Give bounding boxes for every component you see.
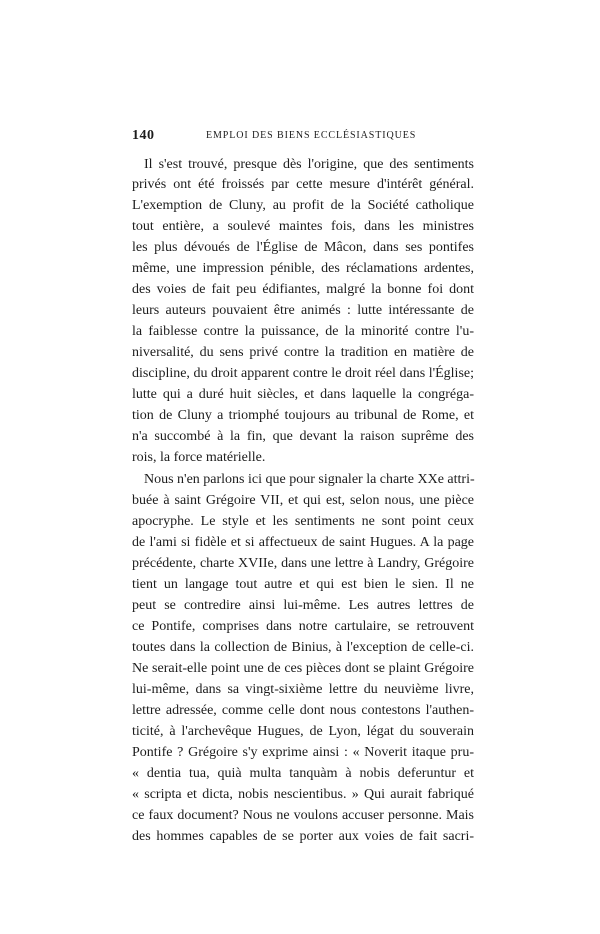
text-line: Pontife ? Grégoire s'y exprime ainsi : « Noverit itaque pru- — [132, 745, 474, 760]
text-line: apocryphe. Le style et les sentiments ne sont point ceux — [132, 514, 474, 529]
text-line: tion de Cluny a triomphé toujours au tribunal de Rome, et — [132, 408, 474, 423]
text-line: privés ont été froissés par cette mesure d'intérêt général. — [132, 177, 474, 192]
text-line: n'a succombé à la fin, que devant la raison suprême des — [132, 429, 474, 444]
text-line: lui-même, dans sa vingt-sixième lettre du neuvième livre, — [132, 682, 474, 697]
text-line: leurs auteurs pouvaient être animés : lutte intéressante de — [132, 303, 474, 318]
running-title: EMPLOI DES BIENS ECCLÉSIASTIQUES — [206, 130, 417, 141]
text-line: Ne serait-elle point une de ces pièces dont se plaint Grégoire — [132, 661, 474, 676]
text-line: L'exemption de Cluny, au profit de la Société catholique — [132, 198, 474, 213]
page-number: 140 — [132, 128, 155, 143]
text-line: tout entière, a soulevé maintes fois, dans les ministres — [132, 219, 474, 234]
text-line: des voies de fait peu édifiantes, malgré la bonne foi dont — [132, 282, 474, 297]
text-line: la faiblesse contre la puissance, de la minorité contre l'u- — [132, 324, 474, 339]
text-line: précédente, charte XVIIe, dans une lettre à Landry, Grégoire — [132, 556, 474, 571]
text-line: « scripta et dicta, nobis nescientibus. » Qui aurait fabriqué — [132, 787, 474, 802]
text-line: rois, la force matérielle. — [132, 450, 266, 465]
text-line: les plus dévoués de l'Église de Mâcon, dans ses pontifes — [132, 240, 474, 255]
text-line: Nous n'en parlons ici que pour signaler la charte XXe attri- — [144, 472, 475, 487]
text-line: ce Pontife, comprises dans notre cartulaire, se retrouvent — [132, 619, 474, 634]
text-line: peut se contredire ainsi lui-même. Les autres lettres de — [132, 598, 474, 613]
text-line: toutes dans la collection de Binius, à l'exception de celle-ci. — [132, 640, 474, 655]
text-line: ticité, à l'archevêque Hugues, de Lyon, légat du souverain — [132, 724, 474, 739]
text-line: lettre adressée, comme celle dont nous contestons l'authen- — [132, 703, 474, 718]
text-line: des hommes capables de se porter aux voies de fait sacri- — [132, 829, 474, 844]
text-line: niversalité, du sens privé contre la tradition en matière de — [132, 345, 474, 360]
text-line: lutte qui a duré huit siècles, et dans laquelle la congréga- — [132, 387, 474, 402]
text-line: ce faux document? Nous ne voulons accuser personne. Mais — [132, 808, 474, 823]
text-line: même, une impression pénible, des réclamations ardentes, — [132, 261, 474, 276]
text-line: de l'ami si fidèle et si affectueux de saint Hugues. A la page — [132, 535, 474, 550]
text-line: Il s'est trouvé, presque dès l'origine, que des sentiments — [144, 157, 474, 172]
text-line: tient un langage tout autre et qui est bien le sien. Il ne — [132, 577, 474, 592]
text-line: buée à saint Grégoire VII, et qui est, selon nous, une pièce — [132, 493, 474, 508]
text-line: « dentia tua, quià multa tanquàm à nobis deferuntur et — [132, 766, 474, 781]
page-header — [132, 128, 474, 146]
text-line: discipline, du droit apparent contre le droit réel dans l'Église; — [132, 366, 474, 381]
